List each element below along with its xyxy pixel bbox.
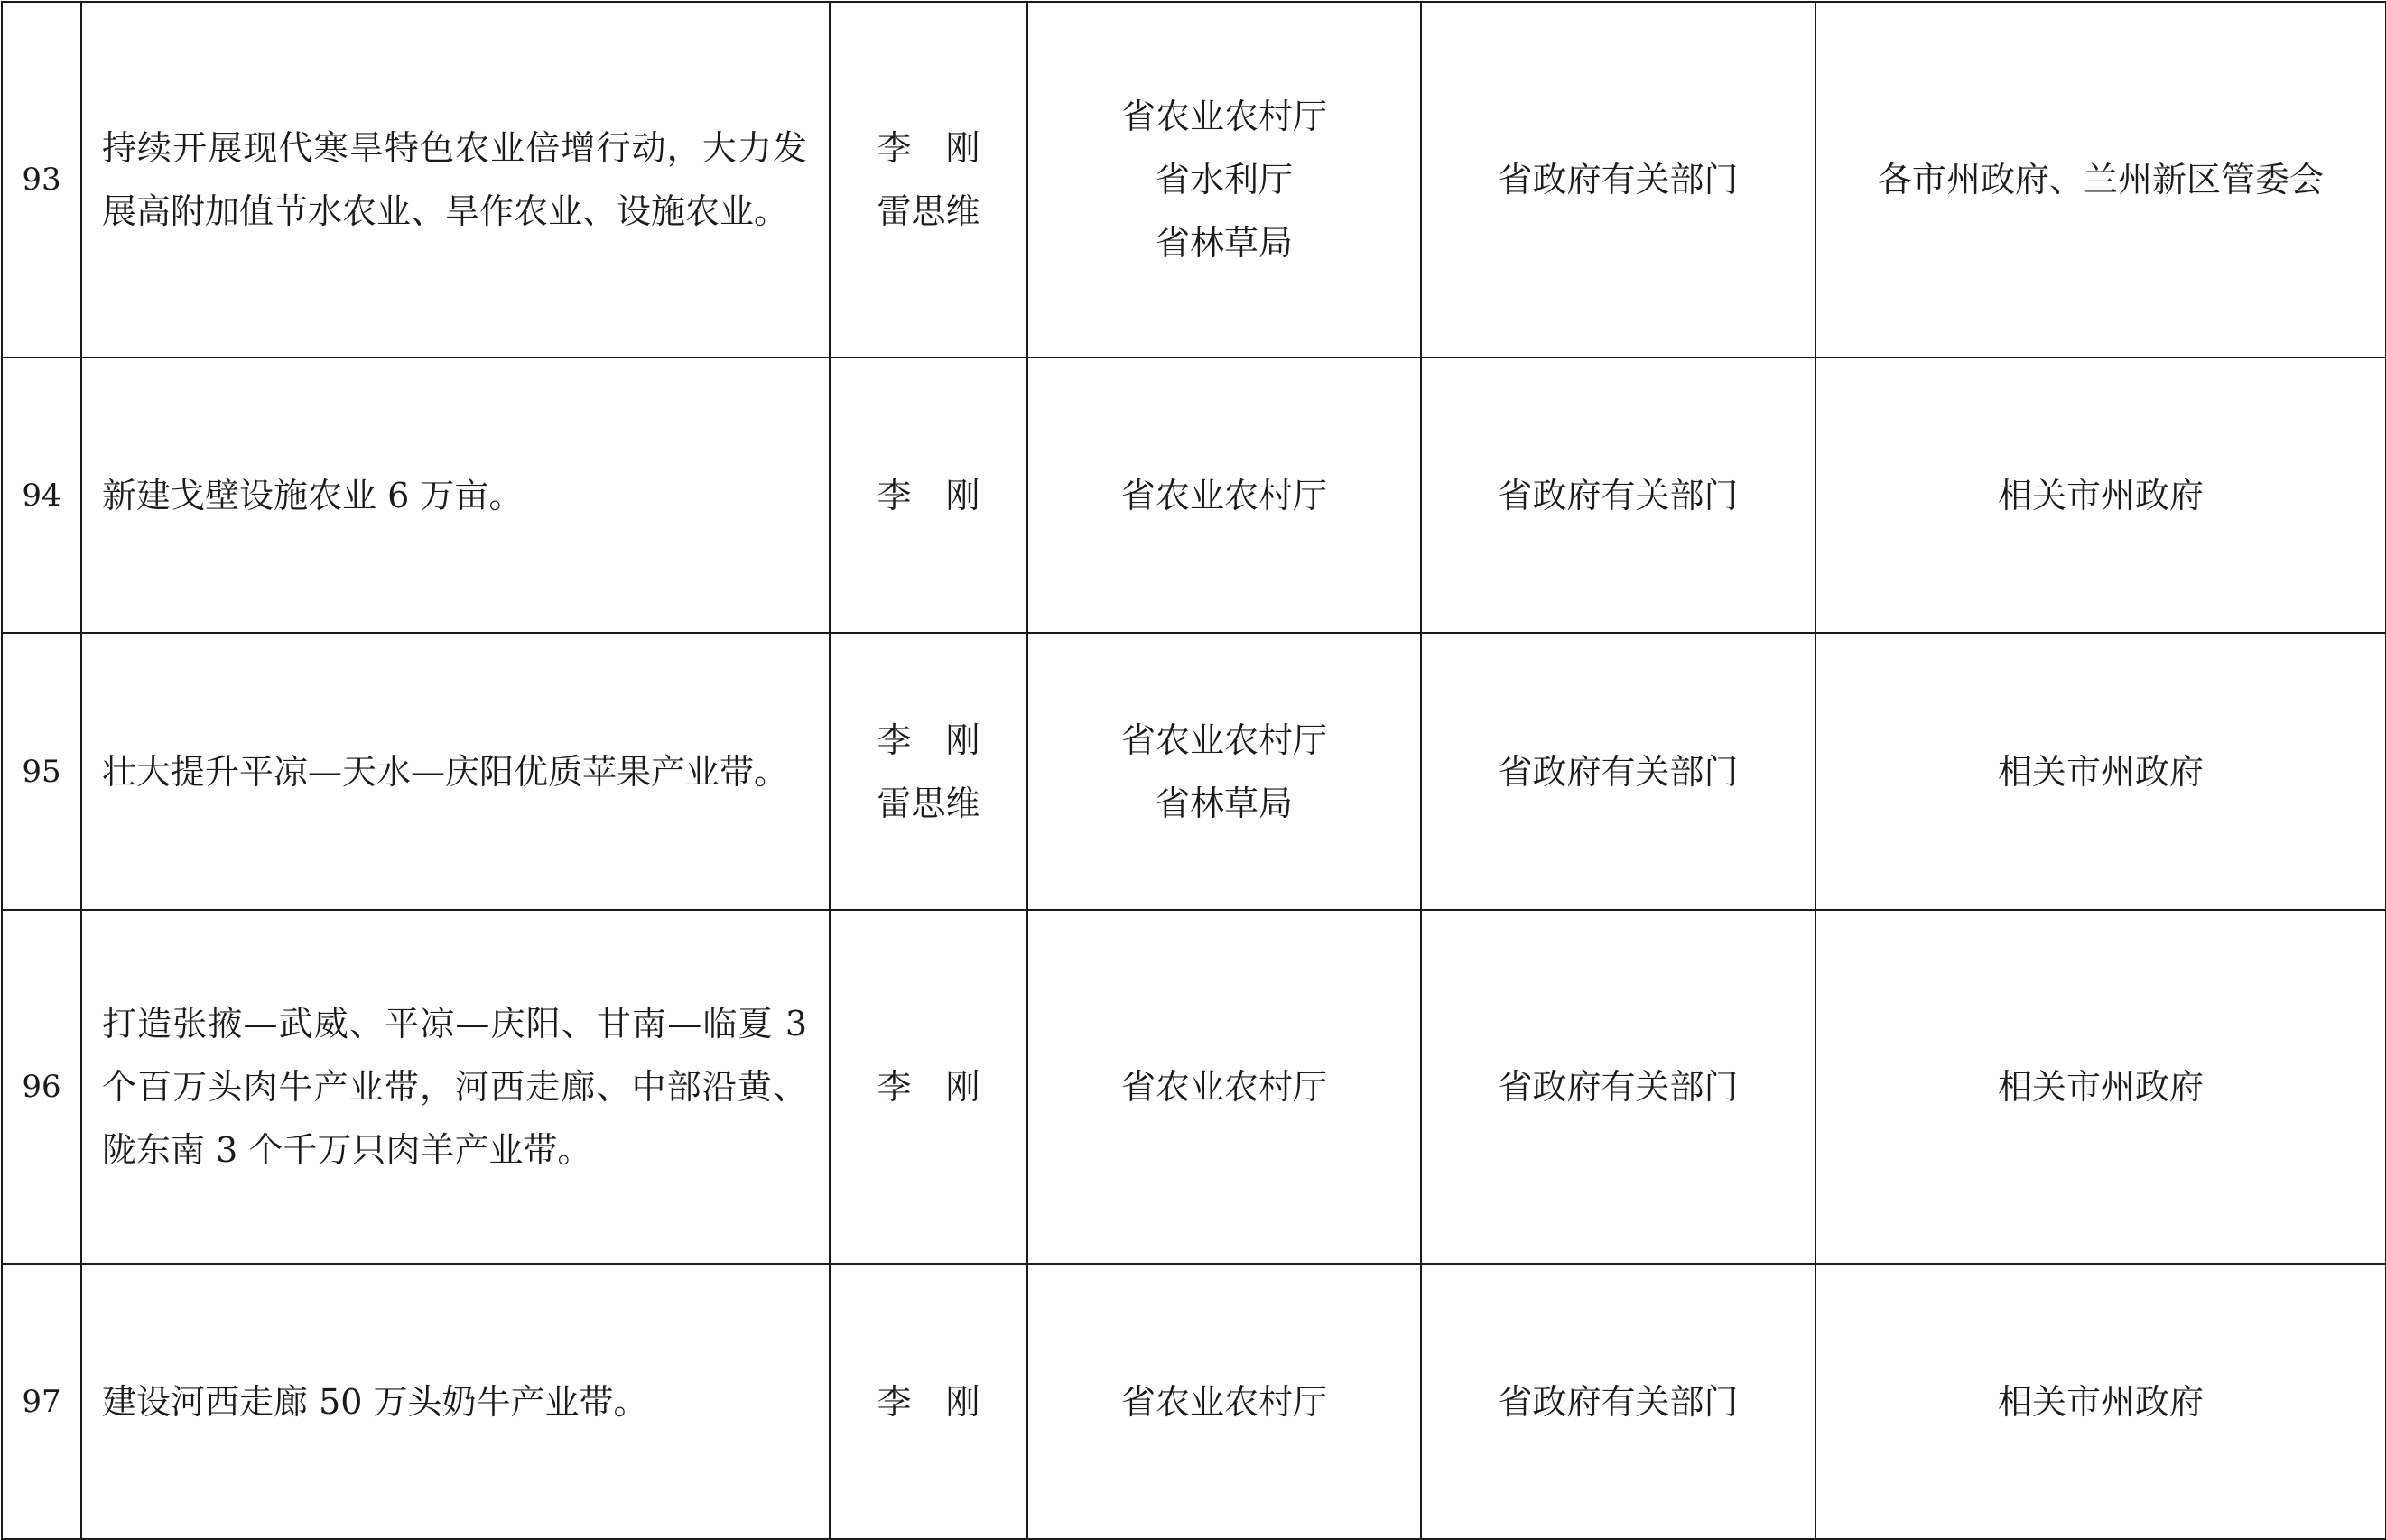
task-table [1, 1, 2386, 1540]
task-description: 壮大提升平凉—天水—庆阳优质苹果产业带。 [81, 633, 830, 910]
lead-units [1027, 1264, 1421, 1539]
local-units: 各市州政府、兰州新区管委会 [1815, 2, 2386, 357]
local-units: 相关市州政府 [1815, 910, 2386, 1264]
responsible-leaders [830, 357, 1027, 633]
cooperating-units: 省政府有关部门 [1421, 910, 1815, 1264]
lead-unit: 省林草局 [1155, 223, 1293, 263]
row-number: 95 [2, 633, 81, 910]
cooperating-units: 省政府有关部门 [1421, 633, 1815, 910]
responsible-leaders [830, 2, 1027, 357]
lead-unit: 省农业农村厅 [1120, 1381, 1327, 1422]
table-row [2, 2, 2386, 357]
leader-name: 李 刚 [877, 475, 980, 515]
table-row [2, 910, 2386, 1264]
leader-name: 李 刚 [877, 1381, 980, 1422]
task-description: 建设河西走廊 50 万头奶牛产业带。 [81, 1264, 830, 1539]
task-description: 持续开展现代寒旱特色农业倍增行动，大力发展高附加值节水农业、旱作农业、设施农业。 [81, 2, 830, 357]
leader-name: 李 刚 [877, 1067, 980, 1107]
row-number: 96 [2, 910, 81, 1264]
task-description: 新建戈壁设施农业 6 万亩。 [81, 357, 830, 633]
responsible-leaders [830, 1264, 1027, 1539]
leader-name: 雷思维 [877, 783, 980, 823]
lead-units [1027, 357, 1421, 633]
lead-unit: 省林草局 [1155, 783, 1293, 823]
row-number: 94 [2, 357, 81, 633]
leader-name: 雷思维 [877, 191, 980, 231]
lead-units [1027, 910, 1421, 1264]
table-row [2, 1264, 2386, 1539]
local-units: 相关市州政府 [1815, 357, 2386, 633]
lead-unit: 省农业农村厅 [1120, 97, 1327, 136]
responsible-leaders [830, 910, 1027, 1264]
cooperating-units: 省政府有关部门 [1421, 357, 1815, 633]
row-number: 93 [2, 2, 81, 357]
task-description: 打造张掖—武威、平凉—庆阳、甘南—临夏 3 个百万头肉牛产业带，河西走廊、中部沿黄、陇东南 3 个千万只肉羊产业带。 [81, 910, 830, 1264]
lead-unit: 省水利厅 [1155, 160, 1293, 199]
cooperating-units: 省政府有关部门 [1421, 2, 1815, 357]
lead-unit: 省农业农村厅 [1120, 1067, 1327, 1107]
table-row [2, 633, 2386, 910]
row-number: 97 [2, 1264, 81, 1539]
table-row [2, 357, 2386, 633]
cooperating-units: 省政府有关部门 [1421, 1264, 1815, 1539]
leader-name: 李 刚 [877, 128, 980, 168]
responsible-leaders [830, 633, 1027, 910]
lead-units [1027, 2, 1421, 357]
leader-name: 李 刚 [877, 719, 980, 760]
lead-unit: 省农业农村厅 [1120, 719, 1327, 760]
local-units: 相关市州政府 [1815, 1264, 2386, 1539]
local-units: 相关市州政府 [1815, 633, 2386, 910]
lead-unit: 省农业农村厅 [1120, 475, 1327, 515]
lead-units [1027, 633, 1421, 910]
